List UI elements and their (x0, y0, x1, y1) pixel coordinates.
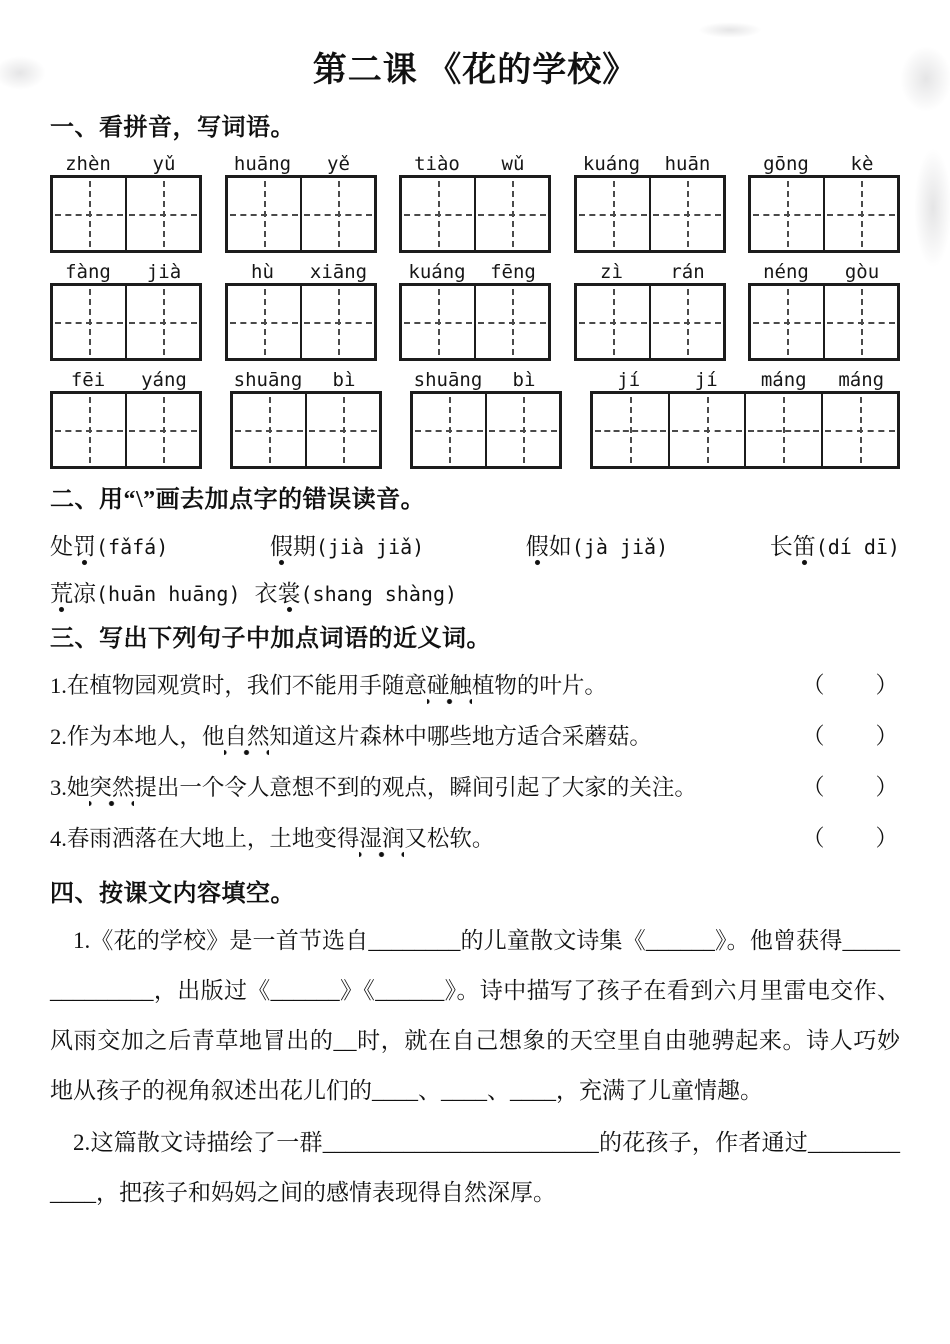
scan-artifact (698, 22, 762, 38)
grid-cell (305, 394, 379, 466)
pinyin-label: néng gòu (763, 261, 880, 283)
section3-heading: 三、写出下列句子中加点词语的近义词。 (50, 626, 491, 652)
dotted-char: 罚 (73, 534, 96, 566)
grid-cell (577, 178, 649, 250)
grid-cell (649, 178, 723, 250)
pinyin-label: jí jí máng máng (617, 369, 885, 391)
answer-brackets: （ ） (801, 826, 900, 851)
dotted-word: 碰触 (427, 673, 472, 705)
pinyin-group (225, 258, 377, 361)
section1-heading: 一、看拼音，写词语。 (50, 115, 295, 141)
word-line-1 (50, 528, 900, 561)
writing-grid (225, 175, 377, 253)
grid-cell (53, 286, 125, 358)
pinyin-label: hù xiāng (251, 261, 368, 283)
writing-grid (399, 175, 551, 253)
writing-grid (748, 175, 900, 253)
pinyin-label: fēi yáng (70, 369, 187, 391)
pinyin-group (410, 366, 562, 469)
pinyin-group (50, 258, 202, 361)
dotted-word: 自然 (224, 724, 269, 756)
fill-blank-paragraph-1: 1.《花的学校》是一首节选自________的儿童散文诗集《______》。他曾获得______________，出版过《______》《______》。诗中描写了孩子在看到六月里雷电交作、风雨交加之后青草地冒出的__时，就在自己想象的天空里自由驰骋起来。诗人巧妙地从孩子的视角叙述出花儿们的____、____、____，充满了儿童情趣。 (50, 928, 900, 1103)
grid-cell (751, 286, 823, 358)
dotted-char: 假 (270, 534, 293, 566)
pinyin-group (590, 366, 900, 469)
word-item: 假期(jià jiǎ) (270, 528, 424, 561)
word-item: 荒凉(huān huāng) (50, 575, 241, 608)
sentence-text: 3.她突然提出一个令人意想不到的观点，瞬间引起了大家的关注。 (50, 763, 697, 812)
worksheet-title: 第二课 《花的学校》 (312, 52, 638, 89)
pinyin-label: huāng yě (233, 153, 350, 175)
pinyin-group (225, 150, 377, 253)
sentence-item (50, 814, 900, 863)
writing-grid (399, 283, 551, 361)
writing-grid (410, 391, 562, 469)
pinyin-row-3 (50, 366, 900, 469)
scan-artifact (900, 46, 950, 112)
grid-cell (474, 286, 548, 358)
writing-grid (590, 391, 900, 469)
grid-cell (402, 178, 474, 250)
writing-grid (230, 391, 382, 469)
pinyin-reading: (shang shàng) (300, 582, 458, 606)
pinyin-reading: (huān huāng) (96, 582, 241, 606)
writing-grid (50, 283, 202, 361)
pinyin-reading: (dí dī) (815, 535, 900, 559)
pinyin-label: gōng kè (763, 153, 874, 175)
pinyin-row-2 (50, 258, 900, 361)
grid-cell (53, 178, 125, 250)
pinyin-group (399, 150, 551, 253)
fill-blank-paragraph-2: 2.这篇散文诗描绘了一群________________________的花孩子，作者通过____________，把孩子和妈妈之间的感情表现得自然深厚。 (50, 1130, 900, 1205)
grid-cell (53, 394, 125, 466)
grid-cell (649, 286, 723, 358)
grid-cell (823, 178, 897, 250)
sentence-item (50, 763, 900, 812)
answer-brackets: （ ） (801, 775, 900, 800)
pinyin-reading: (jià jiǎ) (315, 535, 425, 559)
pinyin-label: kuáng huān (582, 153, 711, 175)
scan-artifact (0, 56, 46, 90)
pinyin-group (748, 258, 900, 361)
word-line-2 (50, 575, 900, 608)
grid-cell (125, 178, 199, 250)
pinyin-group (50, 366, 202, 469)
dotted-char: 笛 (793, 534, 816, 566)
dotted-char: 假 (526, 534, 549, 566)
writing-grid (574, 175, 726, 253)
pinyin-group (574, 258, 726, 361)
word-item: 假如(jà jiǎ) (526, 528, 668, 561)
section2-heading: 二、用“\”画去加点字的错误读音。 (50, 487, 426, 513)
writing-grid (50, 175, 202, 253)
pinyin-group (230, 366, 382, 469)
grid-cell (593, 394, 668, 466)
grid-cell (300, 286, 374, 358)
dotted-word: 湿润 (359, 826, 404, 858)
pinyin-group (50, 150, 202, 253)
grid-cell (668, 394, 745, 466)
pinyin-label: shuāng bì (233, 369, 356, 391)
answer-brackets: （ ） (801, 673, 900, 698)
grid-cell (577, 286, 649, 358)
section4-heading: 四、按课文内容填空。 (50, 881, 295, 907)
dotted-char: 裳 (278, 581, 301, 613)
scan-artifact (914, 148, 950, 268)
pinyin-label: kuáng fēng (408, 261, 536, 283)
pinyin-label: zhèn yǔ (65, 153, 176, 175)
grid-cell (485, 394, 559, 466)
grid-cell (823, 286, 897, 358)
word-item: 衣裳(shang shàng) (255, 575, 458, 608)
dotted-char: 荒 (50, 581, 73, 613)
sentence-text: 1.在植物园观赏时，我们不能用手随意碰触植物的叶片。 (50, 661, 607, 710)
grid-cell (751, 178, 823, 250)
pinyin-label: tiào wǔ (414, 153, 525, 175)
word-item: 处罚(fǎfá) (50, 528, 168, 561)
pinyin-label: shuāng bì (413, 369, 536, 391)
writing-grid (574, 283, 726, 361)
grid-cell (474, 178, 548, 250)
pinyin-label: fàng jià (65, 261, 182, 283)
grid-cell (821, 394, 898, 466)
pinyin-group (399, 258, 551, 361)
word-item: 长笛(dí dī) (770, 528, 900, 561)
pinyin-label: zì rán (600, 261, 705, 283)
sentence-item (50, 661, 900, 710)
pinyin-reading: (jà jiǎ) (571, 535, 669, 559)
grid-cell (228, 286, 300, 358)
answer-brackets: （ ） (801, 724, 900, 749)
grid-cell (233, 394, 305, 466)
grid-cell (228, 178, 300, 250)
sentence-text: 4.春雨洒落在大地上，土地变得湿润又松软。 (50, 814, 494, 863)
grid-cell (402, 286, 474, 358)
grid-cell (125, 286, 199, 358)
grid-cell (300, 178, 374, 250)
pinyin-row-1 (50, 150, 900, 253)
writing-grid (748, 283, 900, 361)
sentence-item (50, 712, 900, 761)
sentence-text: 2.作为本地人，他自然知道这片森林中哪些地方适合采蘑菇。 (50, 712, 652, 761)
pinyin-reading: (fǎfá) (96, 535, 169, 559)
grid-cell (125, 394, 199, 466)
pinyin-group (574, 150, 726, 253)
grid-cell (744, 394, 821, 466)
writing-grid (225, 283, 377, 361)
grid-cell (413, 394, 485, 466)
dotted-word: 突然 (89, 775, 134, 807)
writing-grid (50, 391, 202, 469)
pinyin-group (748, 150, 900, 253)
